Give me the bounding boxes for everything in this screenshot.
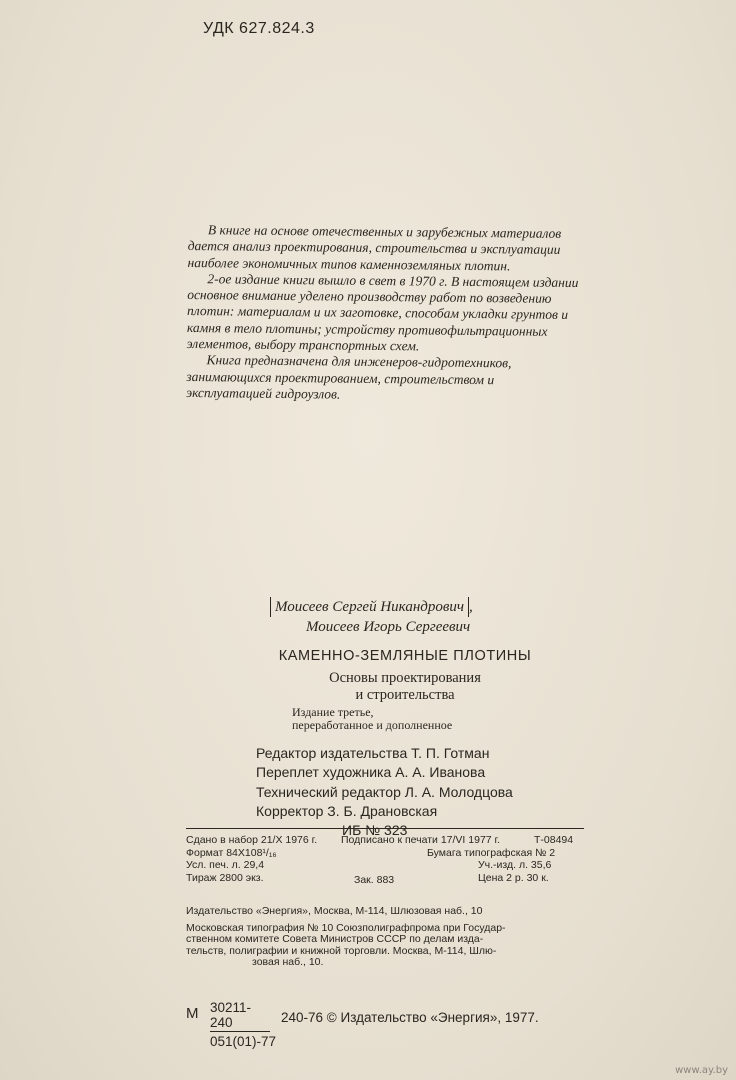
abstract-paragraph: 2-ое издание книги вышло в свет в 1970 г. В настоящем издании основное внимание уделено производству работ по возведению плотин: материалам и их заготовке, способам укладки грунтов и камня в тело плотины; устройству противофильтрационных элементов, выбору транспортных схем. <box>186 271 579 354</box>
author-name: Моисеев Сергей Никандрович <box>270 597 469 617</box>
abstract-paragraph: В книге на основе отечественных и зарубежных материалов дается анализ проектирования, строительства и эксплуатации наиболее экономичных типов каменноземляных плотин. <box>187 222 562 273</box>
abstract-paragraph: Книга предназначена для инженеров-гидротехников, занимающихся проектированием, строительством и эксплуатацией гидроузлов. <box>186 352 512 402</box>
imprint-paper: Бумага типографская № 2 <box>427 846 556 859</box>
publisher-line: Издательство «Энергия», Москва, М-114, Шлюзовая наб., 10 <box>186 905 483 917</box>
publisher-line: Московская типография № 10 Союзполиграфпрома при Государ- <box>186 921 506 934</box>
udk-code: УДК 627.824.3 <box>203 20 315 37</box>
credit-editor: Редактор издательства Т. П. Готман <box>256 745 490 761</box>
catalog-letter: М <box>186 1005 199 1022</box>
edition-line: Издание третье, <box>292 705 374 719</box>
imprint-code: Т-08494 <box>534 834 574 846</box>
imprint-price: Цена 2 р. 30 к. <box>478 871 549 884</box>
authors-block <box>270 597 473 637</box>
copyright-line: 240-76 © Издательство «Энергия», 1977. <box>281 1010 539 1025</box>
publisher-line: зовая наб., 10. <box>252 956 324 968</box>
subtitle-line: и строительства <box>355 687 455 703</box>
abstract-block <box>186 222 583 405</box>
catalog-denominator: 051(01)-77 <box>210 1034 277 1049</box>
subtitle-line: Основы проектирования <box>329 670 481 686</box>
edition-note <box>292 706 452 732</box>
credit-proofreader: Корректор З. Б. Драновская <box>256 802 438 819</box>
imprint-divider <box>186 828 584 829</box>
imprint-block <box>186 834 586 884</box>
credits-block <box>256 744 513 840</box>
book-title: КАМЕННО-ЗЕМЛЯНЫЕ ПЛОТИНЫ <box>278 648 532 664</box>
credit-tech-editor: Технический редактор Л. А. Молодцова <box>256 783 513 800</box>
credit-cover-artist: Переплет художника А. А. Иванова <box>256 764 486 781</box>
imprint-circulation: Тираж 2800 экз. <box>186 871 264 884</box>
imprint-order: Зак. 883 <box>354 873 395 886</box>
imprint-format: Формат 84Х108¹/₁₆ <box>186 846 277 859</box>
ib-number: ИБ № 323 <box>342 822 408 839</box>
edition-line: переработанное и дополненное <box>292 718 453 732</box>
publisher-line: ственном комитете Совета Министров СССР по делам изда- <box>186 933 484 945</box>
catalog-numerator: 30211-240 <box>210 1000 270 1032</box>
site-watermark: www.ay.by <box>675 1065 728 1076</box>
author-separator: , <box>469 599 473 615</box>
imprint-pub-sheets: Уч.-изд. л. 35,6 <box>478 859 552 872</box>
publisher-line: тельств, полиграфии и книжной торговли. Москва, М-114, Шлю- <box>186 944 497 957</box>
book-subtitle <box>270 670 540 704</box>
imprint-print-sheets: Усл. печ. л. 29,4 <box>186 859 265 872</box>
author-name: Моисеев Игорь Сергеевич <box>306 619 471 635</box>
publisher-block <box>186 906 586 969</box>
catalog-fraction <box>210 1000 277 1049</box>
imprint-signed: Подписано к печати 17/VI 1977 г. <box>341 834 501 846</box>
imprint-submitted: Сдано в набор 21/X 1976 г. <box>186 834 318 846</box>
